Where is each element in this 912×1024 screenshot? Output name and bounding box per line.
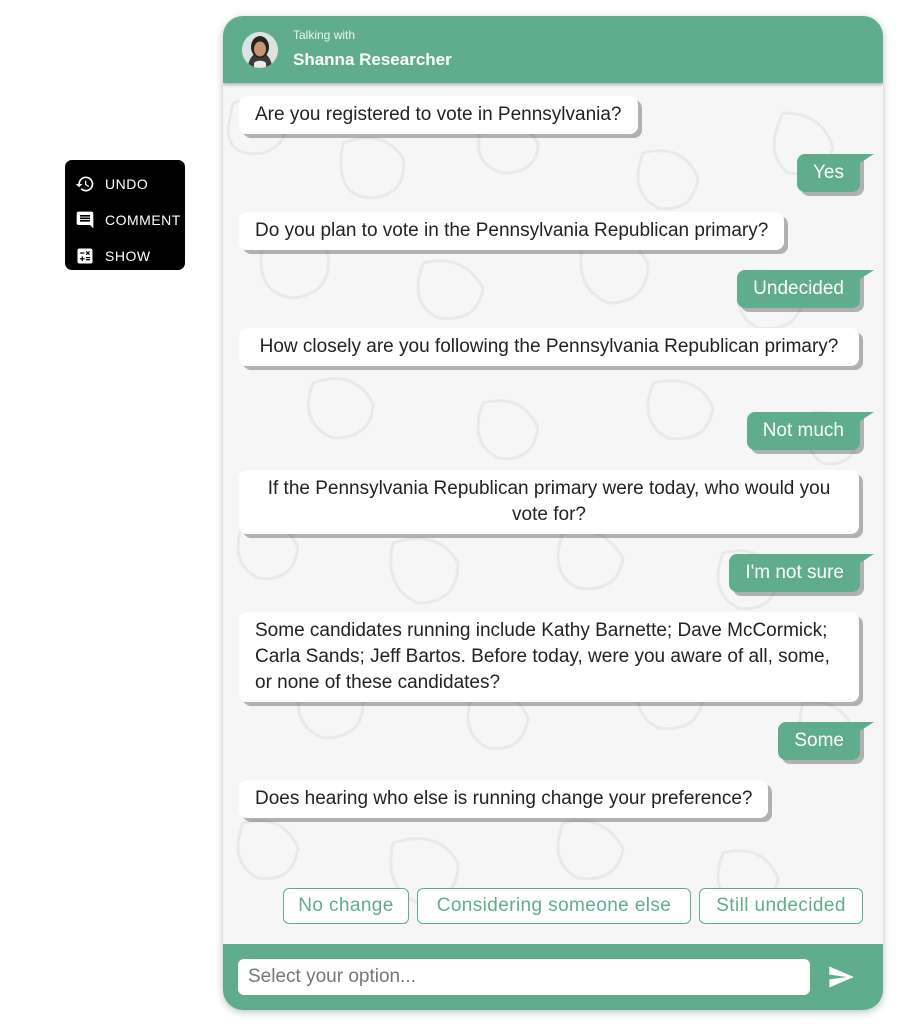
bot-message: How closely are you following the Pennsylvania Republican primary? xyxy=(239,328,859,366)
send-button[interactable] xyxy=(827,963,857,991)
tools-menu xyxy=(65,160,185,270)
send-icon xyxy=(827,963,855,991)
chat-header xyxy=(223,16,883,83)
header-name: Shanna Researcher xyxy=(293,50,452,69)
bot-message: Are you registered to vote in Pennsylvania? xyxy=(239,96,638,134)
bot-message: If the Pennsylvania Republican primary were today, who would you vote for? xyxy=(239,470,859,534)
bot-message: Does hearing who else is running change your preference? xyxy=(239,780,768,818)
option-input[interactable] xyxy=(238,959,810,995)
bot-message: Some candidates running include Kathy Barnette; Dave McCormick; Carla Sands; Jeff Bartos. Before today, were you aware of all, some, or none of these candidates? xyxy=(239,612,859,702)
undo-button[interactable] xyxy=(65,166,185,202)
option-still-undecided[interactable]: Still undecided xyxy=(699,888,863,924)
option-considering-someone-else[interactable]: Considering someone else xyxy=(417,888,691,924)
user-message: Not much xyxy=(747,412,860,450)
comment-button[interactable] xyxy=(65,202,185,238)
user-message: Undecided xyxy=(737,270,860,308)
undo-label: UNDO xyxy=(105,176,149,192)
option-no-change[interactable]: No change xyxy=(283,888,409,924)
show-label: SHOW xyxy=(105,248,151,264)
bot-message: Do you plan to vote in the Pennsylvania Republican primary? xyxy=(239,212,784,250)
chat-window xyxy=(223,16,883,1010)
comment-icon xyxy=(75,210,95,230)
user-message: Some xyxy=(778,722,860,760)
message-list[interactable] xyxy=(223,83,883,960)
user-message: Yes xyxy=(797,154,860,192)
history-icon xyxy=(75,174,95,194)
user-message: I'm not sure xyxy=(729,554,860,592)
calculator-icon xyxy=(75,246,95,266)
chat-footer xyxy=(223,944,883,1010)
header-subtitle: Talking with xyxy=(293,28,356,42)
comment-label: COMMENT xyxy=(105,212,181,228)
show-button[interactable] xyxy=(65,238,185,274)
avatar xyxy=(242,32,278,68)
